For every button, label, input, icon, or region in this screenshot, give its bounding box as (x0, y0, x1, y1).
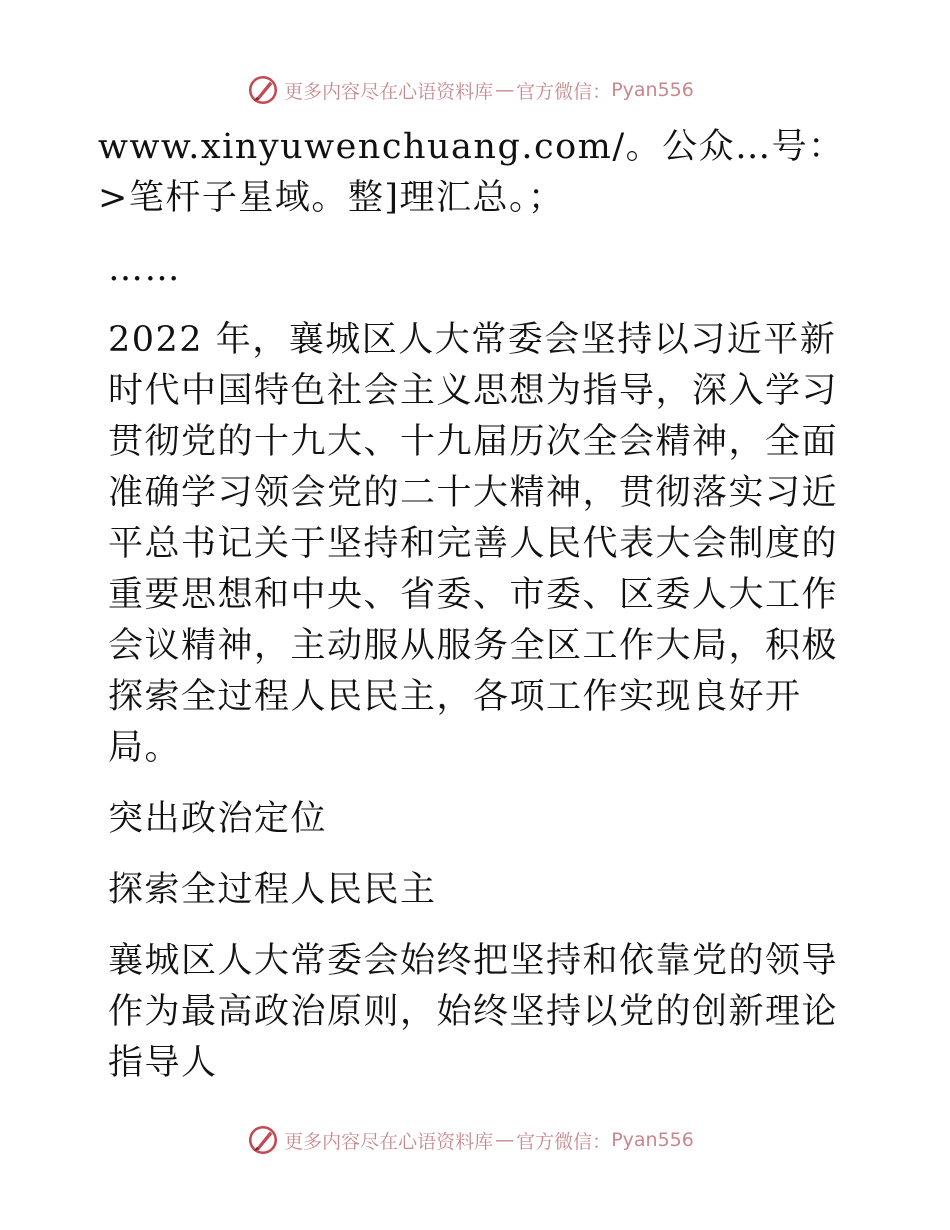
paragraph-body: 襄城区人大常委会始终把坚持和依靠党的领导作为最高政治原则，始终坚持以党的创新理论指导人 (108, 941, 839, 1083)
watermark-text: 更多内容尽在心语资料库 (284, 1130, 494, 1153)
paragraph-source-note: www.xinyuwenchuang.com/。公众…号：>笔杆子星域。整]理汇总。； (98, 127, 845, 218)
footer-watermark (0, 1120, 950, 1160)
header-watermark (0, 70, 950, 110)
section-heading-political: 突出政治定位 (108, 799, 328, 839)
watermark-text: 更多内容尽在心语资料库 (284, 80, 494, 103)
watermark-wechat-id: Pyan556 (611, 79, 694, 101)
watermark-wechat-label: 官方微信： (516, 1130, 612, 1153)
paragraph-ellipsis: …… (108, 249, 181, 289)
watermark-wechat-label: 官方微信： (516, 80, 612, 103)
watermark-separator: — (495, 79, 515, 101)
document-body (98, 122, 858, 1089)
section-heading-democracy: 探索全过程人民民主 (108, 870, 437, 910)
paragraph-intro: 2022 年，襄城区人大常委会坚持以习近平新时代中国特色社会主义思想为指导，深入学习贯彻党的十九大、十九届历次全会精神，全面准确学习领会党的二十大精神，贯彻落实习近平总书记关于坚持和完善人民代表大会制度的重要思想和中央、省委、市委、区委人大工作会议精神，主动服从服务全区工作大局，积极探索全过程人民民主，各项工作实现良好开局。 (108, 320, 839, 768)
pen-nib-logo-icon (246, 73, 280, 107)
watermark-wechat-id: Pyan556 (611, 1129, 694, 1151)
pen-nib-logo-icon (246, 1123, 280, 1157)
watermark-separator: — (495, 1129, 515, 1151)
